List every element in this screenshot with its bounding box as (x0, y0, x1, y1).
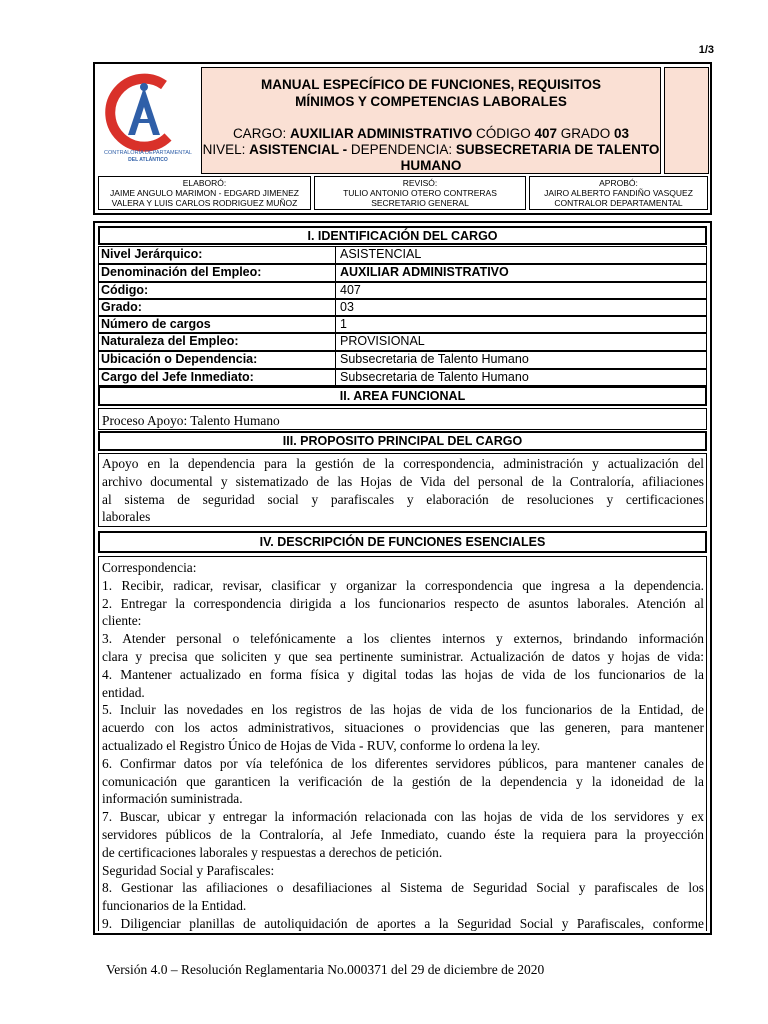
id-row (98, 282, 707, 299)
nivel-label: NIVEL: (202, 142, 250, 157)
codigo-label: CÓDIGO (472, 126, 535, 141)
signature-row (98, 176, 708, 210)
section-heading-identificacion: I. IDENTIFICACIÓN DEL CARGO (98, 226, 707, 245)
signature-reviso (314, 176, 526, 210)
text-line: 2. Entregar la correspondencia dirigida a los funcionarios respecto de asuntos laborales. Atención al (102, 595, 704, 611)
signature-label: REVISÓ: (402, 178, 438, 188)
id-row-key: Cargo del Jefe Inmediato: (101, 370, 254, 384)
grado-label: GRADO (557, 126, 615, 141)
id-row-value: ASISTENCIAL (335, 247, 421, 263)
text-line: Correspondencia: (102, 560, 197, 575)
job-description-body (93, 221, 712, 935)
id-row (98, 299, 707, 316)
signature-name: TULIO ANTONIO OTERO CONTRERAS (343, 188, 497, 198)
signature-label: APROBÓ: (599, 178, 638, 188)
id-row (98, 264, 707, 282)
text-line: 7. Buscar, ubicar y entregar la información relacionada con las hojas de vida de los servidores y ex (102, 809, 704, 825)
text-line: información suministrada. (102, 791, 243, 807)
contraloria-logo-icon (98, 67, 198, 174)
logo-cell (98, 67, 198, 174)
text-line: clara y precisa que soliciten y que sea pertinente suministrar. Actualización de datos y hojas de vida: (102, 648, 704, 664)
text-line: servidores públicos de la Contraloría, al Jefe Inmediato, cuando éste la requiera para la proyección (102, 826, 704, 842)
section-heading-proposito: III. PROPOSITO PRINCIPAL DEL CARGO (98, 431, 707, 451)
dependencia-label: DEPENDENCIA: (347, 142, 456, 157)
id-row-value: 1 (335, 317, 347, 332)
id-row-key: Naturaleza del Empleo: (101, 334, 239, 348)
id-row-key: Grado: (101, 300, 142, 314)
id-row (98, 333, 707, 351)
document-footer: Versión 4.0 – Resolución Reglamentaria No.000371 del 29 de diciembre de 2020 (106, 962, 545, 977)
title-cell (201, 67, 661, 174)
grado-value: 03 (614, 126, 630, 141)
text-line: Seguridad Social y Parafiscales: (102, 862, 275, 878)
header-blank-cell (664, 67, 709, 174)
id-row-value: Subsecretaria de Talento Humano (335, 352, 529, 368)
text-line: 8. Gestionar las afiliaciones o desafiliaciones al Sistema de Seguridad Social y parafiscales de los (102, 880, 704, 896)
text-line: 5. Incluir las novedades en los registros de las hojas de vida de los funcionarios de la Entidad, de (102, 702, 704, 718)
text-line: Apoyo en la dependencia para la gestión de la correspondencia, administración y actualización del (102, 456, 704, 471)
cargo-value: AUXILIAR ADMINISTRATIVO (289, 126, 473, 141)
signature-elaboro (98, 176, 311, 210)
text-line: funcionarios de la Entidad. (102, 898, 247, 914)
signature-aprobo (529, 176, 708, 210)
text-line: 4. Mantener actualizado en forma física y digital todas las hojas de vida de los funcionarios de la (102, 666, 704, 682)
title-line-2: MÍNIMOS Y COMPETENCIAS LABORALES (295, 94, 567, 109)
page-number: 1/3 (698, 44, 714, 56)
signature-title: SECRETARIO GENERAL (371, 198, 469, 208)
text-line: cliente: (102, 613, 142, 629)
logo-text-line1: CONTRALORÍA DEPARTAMENTAL (104, 150, 192, 156)
id-row (98, 246, 707, 264)
signature-title: CONTRALOR DEPARTAMENTAL (554, 198, 683, 208)
area-funcional-text: Proceso Apoyo: Talento Humano (98, 408, 707, 430)
text-line: acuerdo con los actos administrativos, situaciones o providencias que las generen, para mantener (102, 720, 704, 736)
section-heading-area: II. AREA FUNCIONAL (98, 386, 707, 406)
id-row (98, 369, 707, 386)
signature-name: VALERA Y LUIS CARLOS RODRIGUEZ MUÑOZ (111, 198, 298, 208)
cargo-info (202, 126, 660, 174)
document-header (93, 62, 712, 215)
id-row-value: AUXILIAR ADMINISTRATIVO (335, 265, 509, 281)
logo-text-line2: DEL ATLÁNTICO (128, 157, 168, 163)
text-line: actualizado el Registro Único de Hojas de Vida - RUV, conforme lo ordena la ley. (102, 737, 541, 753)
section-heading-funciones: IV. DESCRIPCIÓN DE FUNCIONES ESENCIALES (98, 531, 707, 553)
nivel-value: ASISTENCIAL - (249, 142, 348, 157)
id-row-value: 407 (335, 283, 361, 298)
id-row-key: Código: (101, 283, 149, 297)
text-line: 1. Recibir, radicar, revisar, clasificar y organizar la correspondencia que ingresa a la dependencia. (102, 577, 704, 593)
id-row-key: Nivel Jerárquico: (101, 247, 203, 261)
text-line: archivo documental y sistematizado de las Hojas de Vida del personal de la Contraloría, afiliaciones (102, 473, 704, 489)
cargo-label: CARGO: (232, 126, 290, 141)
text-line: al sistema de seguridad social y parafiscales y elaboración de resoluciones y certificaciones (102, 491, 704, 507)
id-row-value: 03 (335, 300, 354, 315)
text-line: de certificaciones laborales y respuestas a derechos de petición. (102, 844, 443, 860)
text-line: entidad. (102, 684, 145, 700)
id-row (98, 316, 707, 333)
id-row (98, 351, 707, 369)
text-line: comunicación que garanticen la verificación de la gestión de la dependencia y la idoneidad de la (102, 773, 704, 789)
signature-name: JAIME ANGULO MARIMON - EDGARD JIMENEZ (110, 188, 299, 198)
text-line: 3. Atender personal o telefónicamente a los clientes internos y externos, brindando información (102, 631, 704, 647)
dependencia-value: SUBSECRETARIA DE TALENTO HUMANO (400, 142, 660, 173)
signature-name: JAIRO ALBERTO FANDIÑO VASQUEZ (544, 188, 693, 198)
funciones-text (98, 556, 707, 931)
text-line: laborales (102, 509, 151, 525)
signature-label: ELABORÓ: (182, 178, 227, 188)
id-row-value: PROVISIONAL (335, 334, 425, 350)
text-line: 9. Diligenciar planillas de autoliquidación de aportes a la Seguridad Social y Parafiscales, conforme (102, 915, 704, 931)
id-row-key: Denominación del Empleo: (101, 265, 262, 279)
id-row-key: Ubicación o Dependencia: (101, 352, 258, 366)
manual-title (202, 76, 660, 110)
proposito-text (98, 453, 707, 527)
title-line-1: MANUAL ESPECÍFICO DE FUNCIONES, REQUISITOS (260, 77, 602, 92)
id-row-key: Número de cargos (101, 317, 211, 331)
text-line: 6. Confirmar datos por vía telefónica de los diferentes servidores públicos, para mantener canales de (102, 755, 704, 771)
codigo-value: 407 (534, 126, 557, 141)
id-row-value: Subsecretaria de Talento Humano (335, 370, 529, 385)
